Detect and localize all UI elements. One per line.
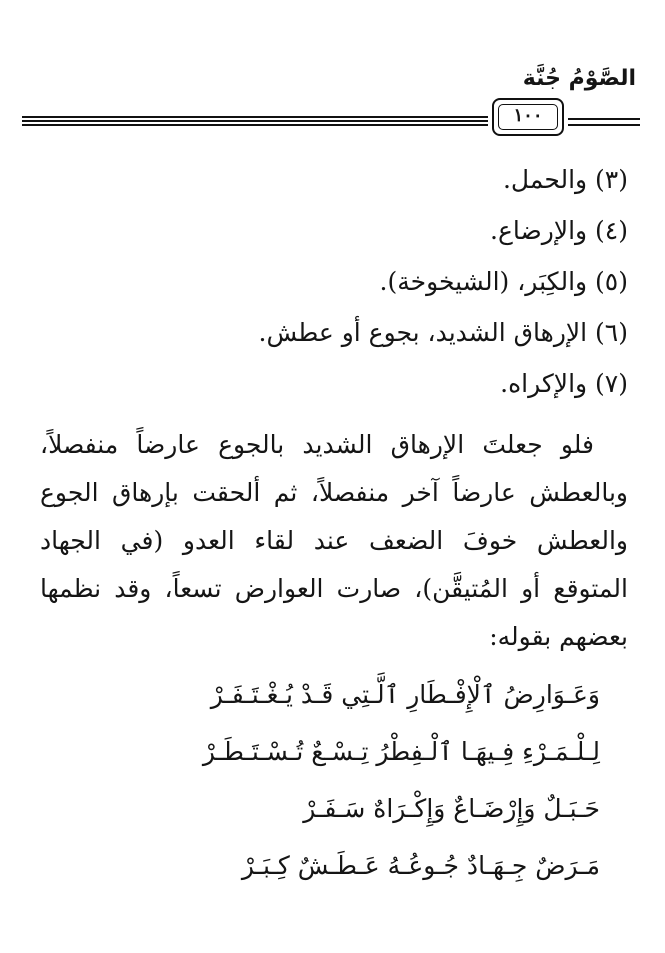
poem-line: وَعَـوَارِضُ ٱلْإِفْـطَارِ ٱلَّـتِي قَـدْ يُـغْـتَـفَـرْ xyxy=(210,680,600,709)
page-number: ١٠٠ xyxy=(513,105,543,126)
header-rule-left xyxy=(568,118,640,120)
list-item: (٦) الإرهاق الشديد، بجوع أو عطش. xyxy=(258,318,628,347)
list-item: (٣) والحمل. xyxy=(502,165,628,194)
poem-line: لِـلْـمَـرْءِ فِـيهَـا ٱلْـفِطْرُ تِـسْـعٌ تُـسْـتَـطَـرْ xyxy=(202,737,600,766)
page-number-frame xyxy=(492,98,564,136)
list-item: (٧) والإكراه. xyxy=(500,369,628,398)
main-text xyxy=(40,160,628,661)
page-header xyxy=(22,60,640,130)
body-paragraph: فلو جعلتَ الإرهاق الشديد بالجوع عارضاً منفصلاً، وبالعطش عارضاً آخر منفصلاً، ثم ألحقت بإرهاق الجوع والعطش خوفَ الضعف عند لقاء العدو (في الجهاد المتوقع أو المُتيقَّن)، صارت العوارض تسعاً، وقد نظمها بعضهم بقوله: xyxy=(40,430,628,651)
poem-line: مَـرَضٌ جِـهَـادٌ جُـوعُـهُ عَـطَـشٌ كِـبَـرْ xyxy=(241,851,600,880)
header-rule-left xyxy=(568,124,640,126)
poem xyxy=(40,670,600,898)
header-rule xyxy=(22,120,488,122)
header-rule xyxy=(22,116,488,118)
list-item: (٤) والإرضاع. xyxy=(490,216,628,245)
list-item: (٥) والكِبَر، (الشيخوخة). xyxy=(379,267,628,296)
poem-line: حَـبَـلٌ وَإِرْضَـاعٌ وَإِكْـرَاهٌ سَـفَـرْ xyxy=(303,794,600,823)
running-title: الصَّوْمُ جُنَّة xyxy=(522,66,636,91)
header-rule xyxy=(22,124,488,126)
